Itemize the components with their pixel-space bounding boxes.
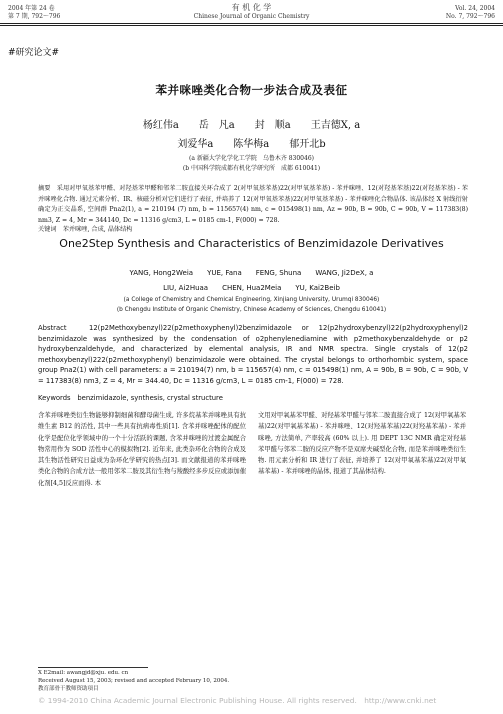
header-volume-en: Vol. 24, 2004 (455, 5, 495, 12)
affiliation-cn-a: (a 新疆大学化学化工学院 乌鲁木齐 830046) (189, 155, 314, 162)
authors-en-line2: LIU, Ai2Huaa CHEN, Hua2Meia YU, Kai2Beib (163, 284, 340, 292)
footnote-email: X E2mail: awangjd@xju. edu. cn (38, 670, 129, 676)
body-column-left: 含苯并咪唑类衍生物能够抑制细菌和酵母菌生成, 许多烷基苯并咪唑具有抗维生素 B12 的活性, 其中一些具有抗病毒性质[1]. 含苯并咪唑配体的配位化学是配位化学领域中的一个十分活跃的课题, 含苯并咪唑的过渡金属配合物常用作为 SOD 活性中心的模拟物[2]. 近年来, 此类杂环化合物的合成及其生物活性研究日益成为杂环化学研究的热点[3]. 而文献报道的苯并咪唑类化合物的合成方法一般用邻苯二胺及其衍生物与羧酸经多步反应或添加催化剂[4,5]反应而得. 本 (38, 412, 246, 487)
keywords-en: Keywords benzimidazole, synthesis, crystal structure (38, 394, 223, 402)
header-volume-cn: 2004 年第 24 卷 (8, 5, 55, 12)
paper-title-en: One2Step Synthesis and Characteristics of Benzimidazole Derivatives (59, 237, 444, 250)
affiliation-en-b: (b Chengdu Institute of Organic Chemistry, Chinese Academy of Sciences, Chengdu 610041) (116, 307, 387, 313)
footnote-rule (38, 667, 148, 668)
header-pages-cn: 第 7 期, 792～796 (8, 13, 61, 20)
header-pages-en: No. 7, 792～796 (445, 13, 495, 20)
authors-en-line1: YANG, Hong2Weia YUE, Fana FENG, Shuna WANG, Ji2DeX, a (129, 269, 374, 277)
body-column-right: 文用对甲氧基苯甲醛、对羟基苯甲醛与邻苯二胺直接合成了 12(对甲氧基苯基)22(对甲氧基苯基) - 苯并咪唑、12(对羟基苯基)22(对羟基苯基) - 苯并咪唑, 方法简单, 产率较高 (60% 以上). 用 DEPT 13C NMR 确定对羟基苯甲醛与邻苯二胺的反应产物不是双席夫碱型化合物, 而是苯并咪唑类衍生物. 用元素分析和 IR 进行了表征, 并培养了 12(对甲氧基苯基)22(对甲氧基苯基) - 苯并咪唑的晶体, 报道了其晶体结构. (258, 412, 466, 476)
keywords-cn: 关键词 苯并咪唑, 合成, 晶体结构 (38, 226, 133, 233)
section-type: #研究论文# (8, 48, 60, 58)
copyright-watermark: © 1994-2010 China Academic Journal Electronic Publishing House. All rights reserved. http://www.cnki.net (38, 696, 437, 705)
authors-cn-line2: 刘爱华a 陈华梅a 郁开北b (177, 139, 326, 150)
footnote-received: Received August 15, 2003; revised and accepted February 10, 2004. (38, 678, 230, 684)
header-rule (0, 23, 503, 24)
header-journal-en: Chinese Journal of Organic Chemistry (193, 13, 310, 20)
affiliation-cn-b: (b 中国科学院成都有机化学研究所 成都 610041) (182, 165, 321, 172)
abstract-cn: 摘要 采用对甲氧基苯甲醛、对羟基苯甲醛和邻苯二胺直接关环合成了 2(对甲氧基苯基)22(对甲氧基苯基) - 苯并咪唑、12(对羟基苯基)22(对羟基苯基) - 苯并咪唑化合物. 通过元素分析、IR、核磁分析对它们进行了表征, 并培养了 12(对甲氧基苯基)22(对甲氧基苯基) - 苯并咪唑化合物晶体. 该晶体经 X 射线衍射确定为正交晶系, 空间群 Pna2(1), a = 210194 (7) nm, b = 115657(4) nm, c = 015498(1) nm, Az = 90b, B = 90b, C = 90b, V = 117383(8) nm3, Z = 4, Mr = 344140, Dc = 11316 g/cm3, L = 0185 cm-1, F(000) = 728. (38, 185, 468, 224)
authors-cn-line1: 杨红伟a 岳 凡a 封 顺a 王吉德X, a (142, 120, 361, 131)
abstract-en: Abstract 12(p2Methoxybenzyl)22(p2methoxyphenyl)2benzimidazole or 12(p2hydroxybenzyl)22(p2hydroxyphenyl)2 benzimidazole was synthesized by the condensation of o2phenylenediamine with p2methoxybenzaldehyde or p2 hydroxybenzaldehyde, and characterized by elemental analysis, IR and NMR spectra. Single crystals of 12(p2 methoxybenzyl)222(p2methoxyphenyl) benzimidazole were obtained. The crystal belongs to orthorhombic system, space group Pna2(1) with cell parameters: a = 210194(7) nm, b = 115657(4) nm, c = 015498(1) nm, A = 90b, B = 90b, C = 90b, V = 117383(8) nm3, Z = 4, Mr = 344.40, Dc = 11316 g/cm3, L = 0185 cm-1, F(000) = 728. (38, 324, 468, 385)
header-journal-cn: 有 机 化 学 (231, 3, 272, 12)
footnote-fund: 教育部骨干教师资助项目 (38, 686, 99, 692)
affiliation-en-a: (a College of Chemistry and Chemical Engineering, Xinjiang University, Urumqi 830046) (123, 297, 380, 303)
paper-title-cn: 苯并咪唑类化合物一步法合成及表征 (155, 83, 348, 97)
header-rule-thin (0, 25, 503, 26)
